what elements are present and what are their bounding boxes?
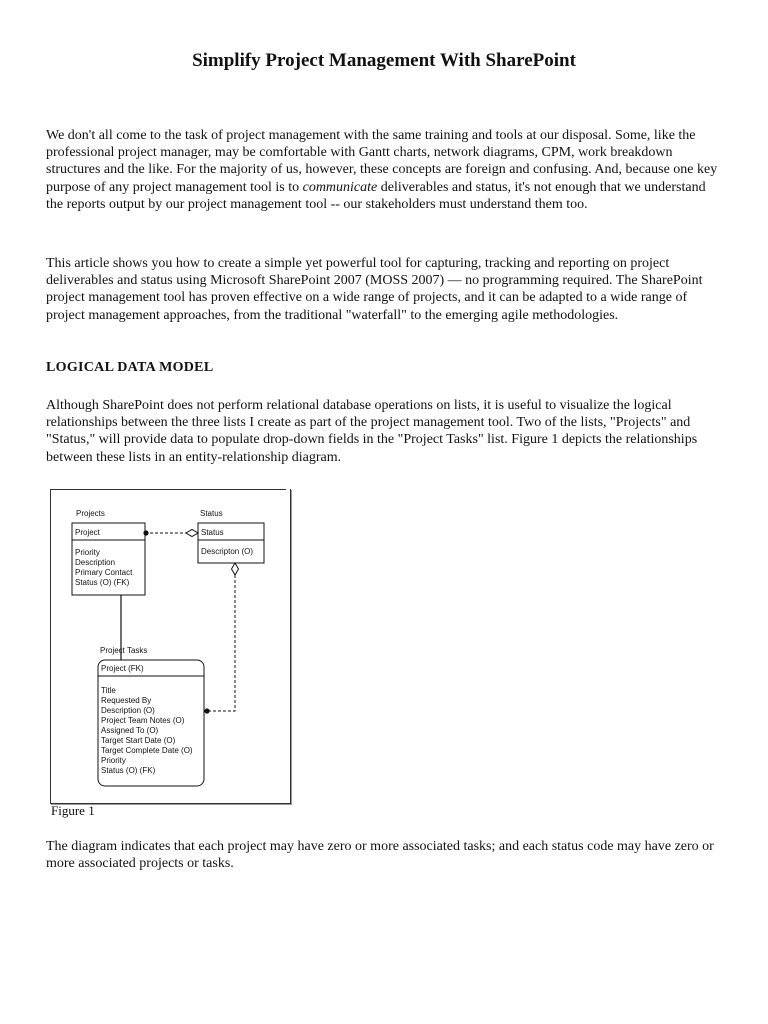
status-tasks-link [208,575,235,711]
tasks-attr: Assigned To (O) [101,726,159,735]
intro-paragraph-2: This article shows you how to create a simple yet powerful tool for capturing, tracking and reporting on project deliverables and status using Microsoft SharePoint 2007 (MOSS 2007) — no programming required. The SharePoint project management tool has proven effective on a wide range of projects, and it can be adapted to a wide range of project management approaches, from the traditional "waterfall" to the emerging agile methodologies. [46,256,703,323]
projects-attr: Status (O) (FK) [75,578,130,587]
status-diamond-bottom [232,563,239,575]
emphasis-communicate: communicate [302,179,378,195]
tasks-attr: Description (O) [101,706,155,715]
status-attr: Descripton (O) [201,547,254,556]
intro-paragraph-1-start: We don't all come to the task of project management with the same training and tools at our disposal. Some, like the professional project manager, may be comfortable with Gantt charts, network diagrams, CPM, work breakdown structures and the like. For the majority of us, however, these concepts are foreign and confusing. And, because one key purpose of any project management tool is to [46,128,718,195]
er-diagram [50,489,290,803]
tasks-attr: Priority [101,756,126,765]
projects-status-dot [143,530,148,535]
document-title: Simplify Project Management With SharePoint [192,50,576,71]
tasks-attr: Status (O) (FK) [101,766,156,775]
projects-attr: Priority [75,548,100,557]
section-heading: LOGICAL DATA MODEL [46,360,214,375]
projects-attr: Primary Contact [75,568,133,577]
tasks-attr: Target Complete Date (O) [101,746,193,755]
tasks-attr: Project Team Notes (O) [101,716,185,725]
intro-paragraph-1 [46,127,726,213]
projects-attr: Description [75,558,116,567]
er-diagram-figure [50,489,291,804]
projects-entity-label: Projects [76,509,105,518]
closing-paragraph: The diagram indicates that each project may have zero or more associated tasks; and each status code may have zero or more associated projects or tasks. [46,839,714,872]
intro-paragraph-1-end: deliverables and status, it's not enough that we understand the reports output by our project management tool -- our stakeholders must understand them too. [46,179,706,212]
section-paragraph: Although SharePoint does not perform relational database operations on lists, it is useful to visualize the logical relationships between the three lists I create as part of the project management tool. Two of the lists, "Projects" and "Status," will provide data to populate drop-down fields in the "Project Tasks" list. Figure 1 depicts the relationships between these lists in an entity-relationship diagram. [46,398,698,465]
tasks-key-field: Project (FK) [101,664,144,673]
tasks-attr: Requested By [101,696,152,705]
status-diamond-left [186,530,198,537]
status-key-field: Status [201,528,224,537]
tasks-entity-label: Project Tasks [100,646,148,655]
tasks-attr: Title [101,686,116,695]
figure-caption: Figure 1 [51,803,95,818]
projects-key-field: Project [75,528,100,537]
status-tasks-dot [204,708,209,713]
status-entity-label: Status [200,509,223,518]
tasks-attr: Target Start Date (O) [101,736,176,745]
